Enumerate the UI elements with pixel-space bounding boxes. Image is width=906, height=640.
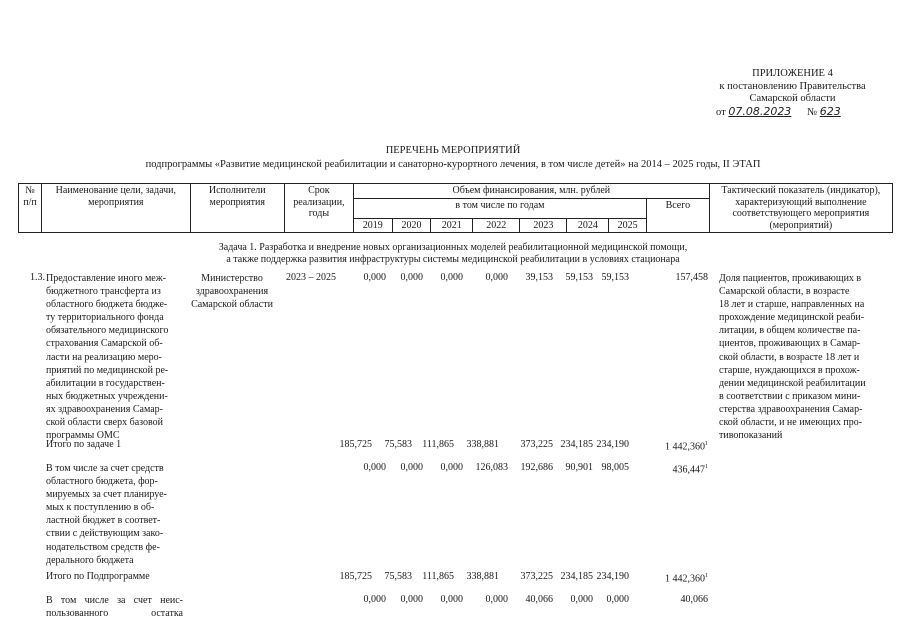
document-subtitle: подпрограммы «Развитие медицинской реабилитации и санаторно-курортного лечения, в том числе детей» на 2014 – 2025 годы, II ЭТАП — [145, 159, 761, 170]
header-period: Срок реализации, годы — [284, 184, 353, 233]
name-line: ласти на реализацию меро- — [46, 351, 162, 363]
value-2021: 111,865 — [422, 571, 454, 582]
name-line: ту территориального фонда — [46, 312, 164, 324]
value-2019: 185,725 — [339, 571, 372, 582]
value-total — [646, 462, 708, 475]
indicator-line: 18 лет и старше, направленных на — [719, 299, 865, 311]
approval-line-resolution: к постановлению Правительства — [719, 80, 866, 92]
name-line: ных бюджетных учреждени- — [46, 390, 168, 402]
value-2025: 234,190 — [596, 571, 629, 582]
approval-line-region: Самарской области — [749, 93, 836, 104]
value-2020: 0,000 — [400, 462, 423, 473]
value-2019: 0,000 — [363, 594, 386, 605]
header-name: Наименование цели, задачи, мероприятия — [42, 184, 191, 233]
value-2023: 40,066 — [525, 594, 553, 605]
itogo-sub-label: Итого по Подпрограмме — [46, 571, 150, 582]
name-line: пользованного остатка — [46, 608, 183, 620]
value-2024: 234,185 — [560, 439, 593, 450]
approval-date: 07.08.2023 — [728, 104, 792, 118]
name-line: бюджетного трансферта из — [46, 286, 161, 298]
value-2020: 75,583 — [384, 571, 412, 582]
row-1-3-executor — [186, 272, 278, 311]
value-2024: 90,901 — [565, 462, 593, 473]
name-line: страхования Самарской об- — [46, 338, 163, 350]
approval-title: ПРИЛОЖЕНИЕ 4 — [752, 68, 833, 79]
value-2022: 0,000 — [485, 272, 508, 283]
value-total — [646, 439, 708, 452]
itogo-task-label: Итого по задаче 1 — [46, 439, 122, 450]
value-2023: 39,153 — [525, 272, 553, 283]
value-2019: 0,000 — [363, 462, 386, 473]
value-total: 40,066 — [680, 594, 708, 605]
name-line: программы ОМС — [46, 430, 120, 442]
value-2024: 0,000 — [570, 594, 593, 605]
value-2021: 0,000 — [440, 594, 463, 605]
name-line: абилитации в государствен- — [46, 377, 165, 389]
value-2022: 126,083 — [475, 462, 508, 473]
header-executor: Исполнители мероприятия — [190, 184, 284, 233]
indicator-line: прохождение медицинской реаби- — [719, 312, 865, 324]
header-by-years: в том числе по годам — [353, 198, 646, 218]
task-heading-line1: Задача 1. Разработка и внедрение новых организационных моделей реабилитационной медицинской помощи, — [218, 242, 688, 253]
header-indicator: Тактический показатель (индикатор), характеризующий выполнение соответствующего мероприятия (мероприятий) — [709, 184, 892, 233]
indicator-line: в соответствии с приказом мини- — [719, 390, 861, 402]
number-prefix: № — [807, 106, 818, 118]
approval-number: 623 — [819, 104, 841, 118]
value-2024: 59,153 — [565, 272, 593, 283]
name-line: дерального бюджета — [46, 554, 134, 566]
header-year: 2022 — [473, 218, 520, 233]
header-year: 2024 — [567, 218, 609, 233]
value-2020: 0,000 — [400, 594, 423, 605]
header-year: 2021 — [431, 218, 473, 233]
value-total — [646, 571, 708, 584]
name-line: ластной бюджет в соответ- — [46, 515, 161, 527]
value-2021: 111,865 — [422, 439, 454, 450]
incl-regional-name — [46, 462, 183, 567]
value-2022: 338,881 — [466, 439, 499, 450]
name-line: обязательного медицинского — [46, 325, 169, 337]
value-2020: 75,583 — [384, 439, 412, 450]
total-number: 1 442,360 — [665, 441, 705, 453]
value-2025: 98,005 — [601, 462, 629, 473]
value-2024: 234,185 — [560, 571, 593, 582]
name-line: приятий по медицинской ре- — [46, 364, 169, 376]
value-2019: 0,000 — [363, 272, 386, 283]
indicator-line: Самарской области, в возрасте — [719, 286, 850, 298]
footnote-mark: 1 — [705, 441, 708, 447]
approval-date-line — [700, 106, 885, 120]
funding-table-header — [18, 183, 893, 233]
indicator-line: ской области, в возрасте 18 лет и — [719, 351, 860, 363]
date-prefix: от — [716, 106, 726, 118]
value-2025: 234,190 — [596, 439, 629, 450]
header-total: Всего — [646, 198, 709, 233]
total-number: 1 442,360 — [665, 573, 705, 585]
value-2025: 59,153 — [601, 272, 629, 283]
name-line: В том числе за счет неис- — [46, 595, 183, 606]
header-year: 2019 — [353, 218, 392, 233]
value-2022: 338,881 — [466, 571, 499, 582]
executor-line: Министерство — [201, 273, 263, 284]
executor-line: Самарской области — [191, 299, 273, 311]
footnote-mark: 1 — [705, 573, 708, 579]
name-line: областного бюджета, фор- — [46, 476, 158, 488]
task-heading-line2: а также поддержка развития инфраструктуры системы медицинской реабилитации в условиях стационара — [226, 254, 680, 265]
value-2021: 0,000 — [440, 272, 463, 283]
approval-block — [700, 68, 885, 119]
name-line: нодательством средств фе- — [46, 541, 160, 553]
incl-unused-name — [46, 594, 183, 620]
value-2023: 192,686 — [520, 462, 553, 473]
row-1-3-indicator — [719, 272, 885, 442]
indicator-line: стерства здравоохранения Самар- — [719, 403, 863, 415]
value-2022: 0,000 — [485, 594, 508, 605]
indicator-line: дении медицинской реабилитации — [719, 377, 866, 389]
row-1-3-period: 2023 – 2025 — [286, 272, 336, 283]
header-funding: Объем финансирования, млн. рублей — [353, 184, 709, 199]
header-year: 2023 — [520, 218, 567, 233]
value-2025: 0,000 — [606, 594, 629, 605]
name-line: мых к поступлению в об- — [46, 502, 155, 514]
indicator-line: ской области, и не имеющих про- — [719, 417, 863, 429]
value-2019: 185,725 — [339, 439, 372, 450]
value-2023: 373,225 — [520, 571, 553, 582]
header-num: № п/п — [19, 184, 42, 233]
value-total: 157,458 — [675, 272, 708, 283]
value-2021: 0,000 — [440, 462, 463, 473]
executor-line: здравоохранения — [195, 286, 269, 298]
name-line: Предоставление иного меж- — [46, 273, 166, 284]
document-title: ПЕРЕЧЕНЬ МЕРОПРИЯТИЙ — [385, 145, 521, 156]
indicator-line: старше, нуждающихся в прохож- — [719, 364, 860, 376]
indicator-line: циентов, проживающих в Самар- — [719, 338, 861, 350]
name-line: ской области сверх базовой — [46, 417, 164, 429]
row-number: 1.3. — [30, 272, 45, 283]
header-year: 2020 — [392, 218, 431, 233]
indicator-line: литации, в общем количестве па- — [719, 325, 861, 337]
total-number: 436,447 — [672, 464, 705, 476]
name-line: В том числе за счет средств — [46, 463, 164, 474]
name-line: мируемых за счет планируе- — [46, 489, 167, 501]
value-2020: 0,000 — [400, 272, 423, 283]
footnote-mark: 1 — [705, 464, 708, 470]
value-2023: 373,225 — [520, 439, 553, 450]
row-1-3-name — [46, 272, 183, 442]
name-line: ях здравоохранения Самар- — [46, 403, 163, 415]
name-line: ствии с действующим зако- — [46, 528, 164, 540]
header-year: 2025 — [609, 218, 647, 233]
name-line: областного бюджета бюдже- — [46, 299, 168, 311]
indicator-line: Доля пациентов, проживающих в — [719, 273, 862, 284]
indicator-line: тивопоказаний — [719, 430, 783, 442]
